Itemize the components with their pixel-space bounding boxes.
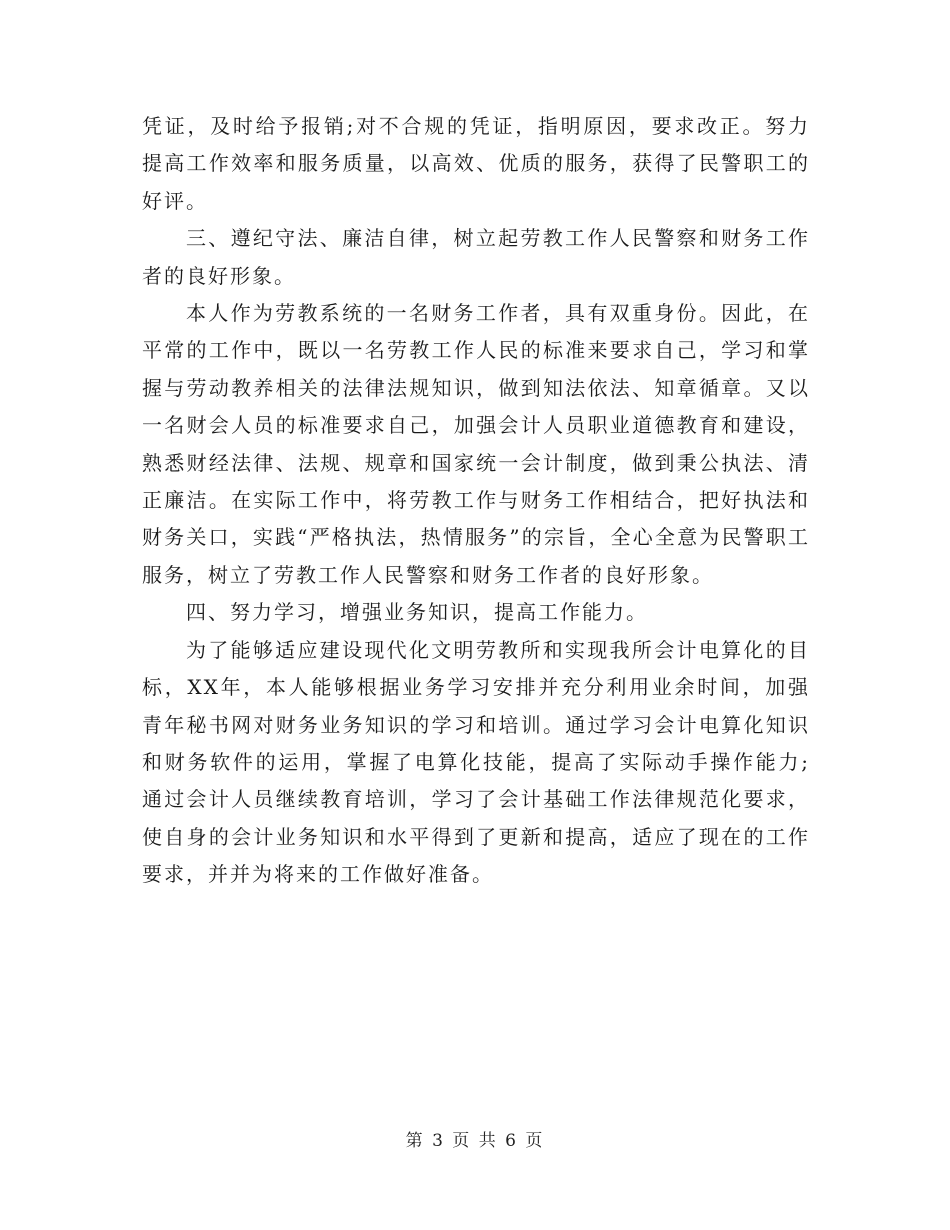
document-body bbox=[142, 108, 810, 894]
section-heading-four: 四、努力学习，增强业务知识，提高工作能力。 bbox=[186, 600, 648, 625]
paragraph-study: 为了能够适应建设现代化文明劳教所和实现我所会计电算化的目标，XX年，本人能够根据业务学习安排并充分利用业余时间，加强青年秘书网对财务业务知识的学习和培训。通过学习会计电算化知识和财务软件的运用，掌握了电算化技能，提高了实际动手操作能力;通过会计人员继续教育培训，学习了会计基础工作法律规范化要求，使自身的会计业务知识和水平得到了更新和提高，适应了现在的工作要求，并并为将来的工作做好准备。 bbox=[142, 637, 810, 887]
paragraph-dual-identity: 本人作为劳教系统的一名财务工作者，具有双重身份。因此，在平常的工作中，既以一名劳教工作人民的标准来要求自己，学习和掌握与劳动教养相关的法律法规知识，做到知法依法、知章循章。又以一名财会人员的标准要求自己，加强会计人员职业道德教育和建设，熟悉财经法律、法规、规章和国家统一会计制度，做到秉公执法、清正廉洁。在实际工作中，将劳教工作与财务工作相结合，把好执法和财务关口，实践“严格执法，热情服务”的宗旨，全心全意为民警职工服务，树立了劳教工作人民警察和财务工作者的良好形象。 bbox=[142, 301, 810, 587]
page-number-footer: 第 3 页 共 6 页 bbox=[405, 1131, 545, 1151]
section-heading-three: 三、遵纪守法、廉洁自律，树立起劳教工作人民警察和财务工作者的良好形象。 bbox=[142, 226, 810, 288]
paragraph-continuation: 凭证，及时给予报销;对不合规的凭证，指明原因，要求改正。努力提高工作效率和服务质量，以高效、优质的服务，获得了民警职工的好评。 bbox=[142, 114, 810, 213]
